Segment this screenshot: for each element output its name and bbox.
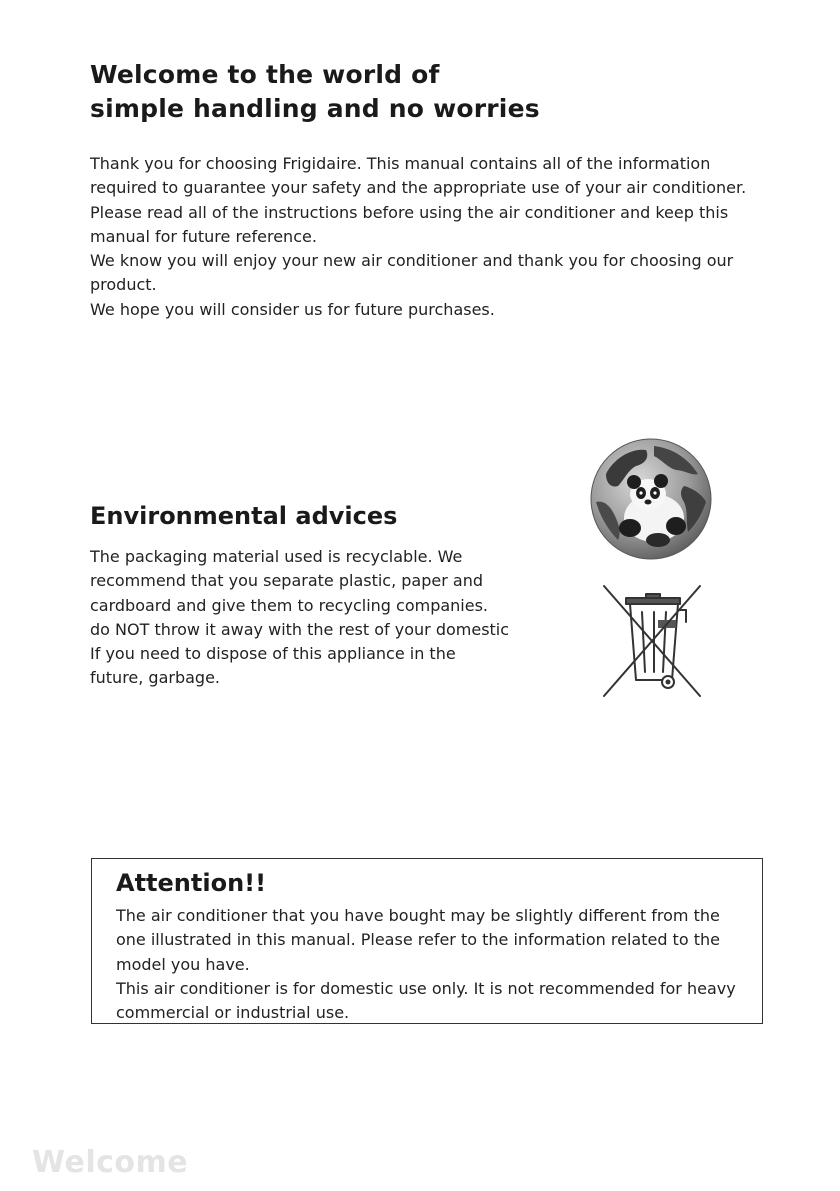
- crossed-out-wheelie-bin-icon: [596, 580, 706, 700]
- attention-box: [91, 858, 763, 1024]
- intro-paragraph: Please read all of the instructions before using the air conditioner and keep this manual for future reference.: [90, 202, 729, 246]
- attention-paragraph: This air conditioner is for domestic use only. It is not recommended for heavy commercial or industrial use.: [116, 978, 736, 1023]
- intro-text: [90, 152, 780, 322]
- environment-text: [90, 545, 510, 691]
- attention-text: [116, 904, 746, 1025]
- attention-heading: Attention!!: [116, 869, 267, 897]
- attention-paragraph: The air conditioner that you have bought may be slightly different from the one illustrated in this manual. Please refer to the information related to the model you have.: [116, 906, 720, 974]
- globe-panda-icon: [588, 436, 714, 562]
- intro-paragraph: Thank you for choosing Frigidaire. This manual contains all of the information required to guarantee your safety and the appropriate use of your air conditioner.: [90, 154, 747, 198]
- page-title-line-2: simple handling and no worries: [90, 94, 540, 123]
- environment-paragraph: The packaging material used is recyclable. We recommend that you separate plastic, paper and cardboard and give them to recycling companies. do NOT throw it away with the rest of your domestic If you need to dispose of this appliance in the future, garbage.: [90, 547, 510, 688]
- section-footer-label: Welcome: [32, 1145, 189, 1180]
- environment-heading: Environmental advices: [90, 502, 398, 530]
- page-title-line-1: Welcome to the world of: [90, 60, 440, 89]
- intro-paragraph: We know you will enjoy your new air conditioner and thank you for choosing our product.: [90, 251, 734, 295]
- intro-paragraph: We hope you will consider us for future purchases.: [90, 299, 495, 319]
- page-title: [90, 58, 540, 126]
